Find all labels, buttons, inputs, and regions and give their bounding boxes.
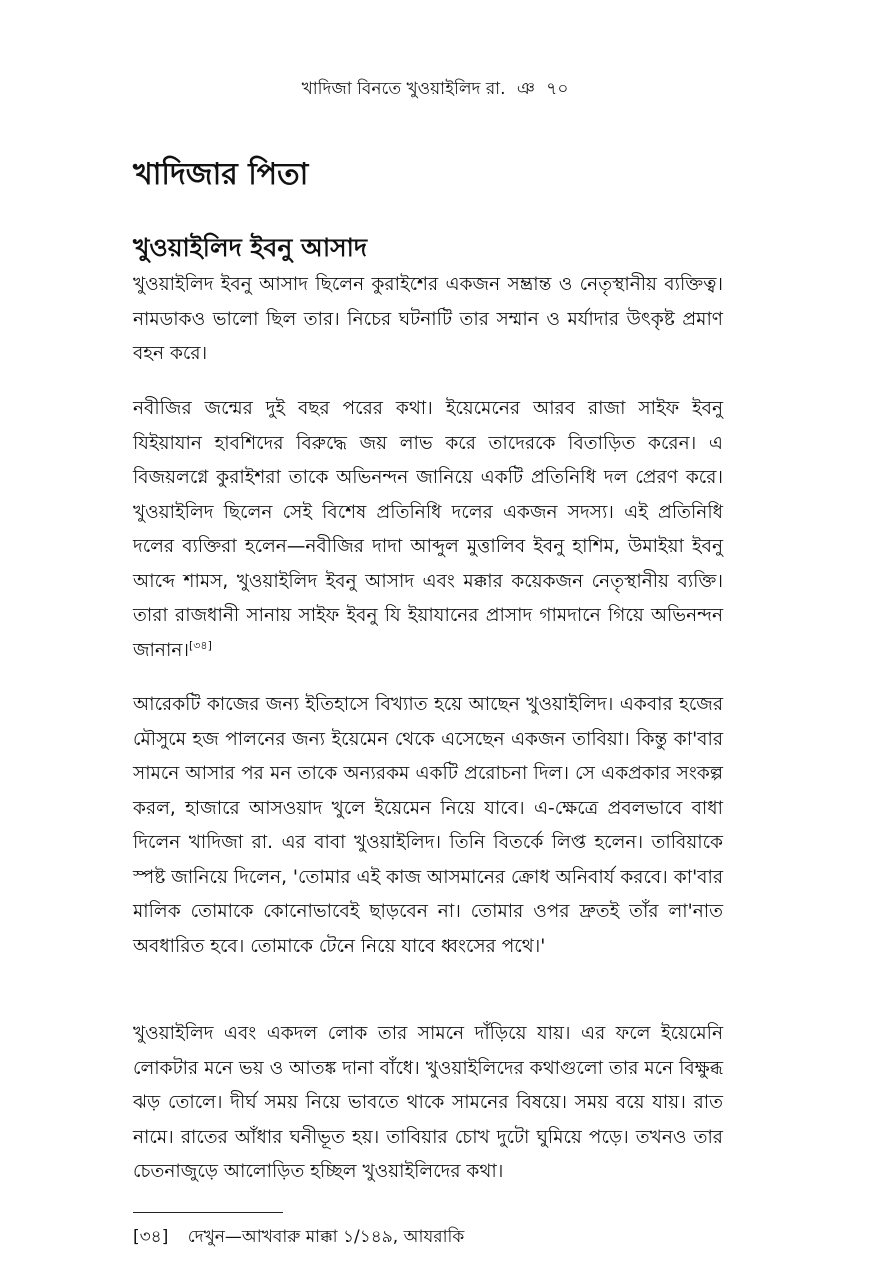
header-title: খাদিজা বিনতে খুওয়াইলিদ রা. xyxy=(301,79,506,99)
footnote xyxy=(133,1224,464,1252)
section-subheading: খুওয়াইলিদ ইবনু আসাদ xyxy=(133,233,368,262)
paragraph-2-text: নবীজির জন্মের দুই বছর পরের কথা। ইয়েমেনের আরব রাজা সাইফ ইবনু যিইয়াযান হাবশিদের বিরুদ্ধে জয় লাভ করে তাদেরকে বিতাড়িত করেন। এ বিজয়লগ্নে কুরাইশরা তাকে অভিনন্দন জানিয়ে একটি প্রতিনিধি দল প্রেরণ করে। খুওয়াইলিদ ছিলেন সেই বিশেষ প্রতিনিধি দলের একজন সদস্য। এই প্রতিনিধি দলের ব্যক্তিরা হলেন—নবীজির দাদা আব্দুল মুত্তালিব ইবনু হাশিম, উমাইয়া ইবনু আব্দে শামস, খুওয়াইলিদ ইবনু আসাদ এবং মক্কার কয়েকজন নেতৃস্থানীয় ব্যক্তি। তারা রাজধানী সানায় সাইফ ইবনু যি ইয়াযানের প্রাসাদ গামদানে গিয়ে অভিনন্দন জানান। xyxy=(133,398,723,661)
footnote-text: দেখুন—আখবারু মাক্কা ১/১৪৯, আযরাকি xyxy=(187,1227,465,1247)
paragraph-4: খুওয়াইলিদ এবং একদল লোক তার সামনে দাঁড়িয়ে যায়। এর ফলে ইয়েমেনি লোকটার মনে ভয় ও আতঙ্ক দানা বাঁধে। খুওয়াইলিদের কথাগুলো তার মনে বিক্ষুব্ধ ঝড় তোলে। দীর্ঘ সময় নিয়ে ভাবতে থাকে সামনের বিষয়ে। সময় বয়ে যায়। রাত নামে। রাতের আঁধার ঘনীভূত হয়। তাবিয়ার চোখ দুটো ঘুমিয়ে পড়ে। তখনও তার চেতনাজুড়ে আলোড়িত হচ্ছিল খুওয়াইলিদের কথা। xyxy=(133,1023,723,1182)
page-number: ৭০ xyxy=(546,79,569,99)
footnote-mark: [৩৪] xyxy=(133,1227,169,1247)
paragraph-3: আরেকটি কাজের জন্য ইতিহাসে বিখ্যাত হয়ে আছেন খুওয়াইলিদ। একবার হজের মৌসুমে হজ পালনের জন্য ইয়েমেন থেকে এসেছেন একজন তাবিয়া। কিন্তু কা'বার সামনে আসার পর মন তাকে অন্যরকম একটি প্ররোচনা দিল। সে একপ্রকার সংকল্প করল, হাজারে আসওয়াদ খুলে ইয়েমেন নিয়ে যাবে। এ-ক্ষেত্রে প্রবলভাবে বাধা দিলেন খাদিজা রা. এর বাবা খুওয়াইলিদ। তিনি বিতর্কে লিপ্ত হলেন। তাবিয়াকে স্পষ্ট জানিয়ে দিলেন, 'তোমার এই কাজ আসমানের ক্রোধ অনিবার্য করবে। কা'বার মালিক তোমাকে কোনোভাবেই ছাড়বেন না। তোমার ওপর দ্রুতই তাঁর লা'নাত অবধারিত হবে। তোমাকে টেনে নিয়ে যাবে ধ্বংসের পথে।' xyxy=(133,694,723,957)
header-separator: ঞ xyxy=(516,79,535,99)
footnote-divider xyxy=(133,1212,283,1213)
paragraph-2 xyxy=(133,392,723,668)
footnote-reference[interactable]: [৩৪] xyxy=(188,638,212,652)
running-header xyxy=(0,76,870,104)
chapter-heading: খাদিজার পিতা xyxy=(133,157,309,192)
paragraph-1: খুওয়াইলিদ ইবনু আসাদ ছিলেন কুরাইশের একজন সম্ভ্রান্ত ও নেতৃস্থানীয় ব্যক্তিত্ব। নামডাকও ভালো ছিল তার। নিচের ঘটনাটি তার সম্মান ও মর্যাদার উৎকৃষ্ট প্রমাণ বহন করে। xyxy=(133,274,723,364)
